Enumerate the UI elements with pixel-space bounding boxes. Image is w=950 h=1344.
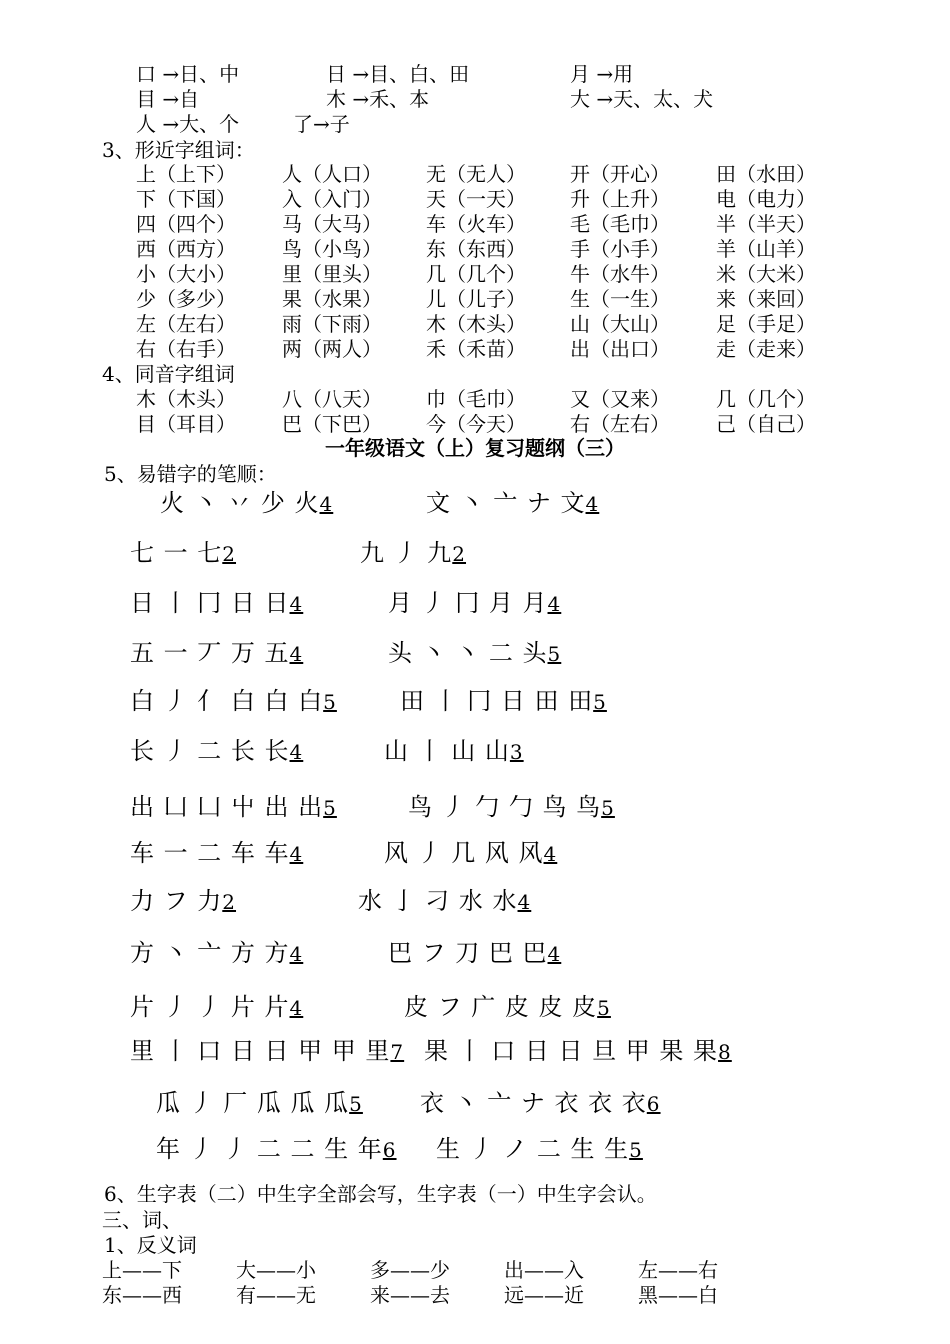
stroke-char: 衣 [420, 1089, 445, 1117]
similar-char-item: 生（一生） [570, 287, 670, 311]
similar-char-item: 电（电力） [716, 187, 816, 211]
stroke-count: 4 [517, 890, 532, 914]
stroke-sequence: 一 丆 万 五 [163, 639, 290, 667]
stroke-order-item [358, 886, 531, 917]
stroke-char: 水 [358, 887, 383, 915]
stroke-count: 5 [349, 1092, 363, 1116]
homophone-item: 巾（毛巾） [426, 387, 526, 411]
stroke-sequence: フ 广 皮 皮 皮 [437, 993, 598, 1021]
stroke-char: 果 [424, 1037, 449, 1065]
antonym-pair: 大——小 [236, 1258, 316, 1282]
stroke-count: 4 [547, 942, 562, 966]
stroke-order-item [384, 736, 524, 767]
homophone-item: 今（今天） [426, 412, 526, 436]
antonym-pair: 来——去 [370, 1283, 450, 1307]
similar-char-item: 几（几个） [426, 262, 526, 286]
stroke-sequence: 丿 厂 瓜 瓜 瓜 [189, 1089, 350, 1117]
similar-char-item: 入（入门） [282, 187, 382, 211]
similar-char-item: 下（下国） [136, 187, 236, 211]
stroke-order-item [130, 792, 337, 823]
stroke-char: 出 [130, 793, 155, 821]
similar-char-item: 走（走来） [716, 337, 816, 361]
similar-char-item: 少（多少） [136, 287, 236, 311]
similar-char-item: 果（水果） [282, 287, 382, 311]
homophone-item: 目（耳目） [136, 412, 236, 436]
stroke-char: 田 [400, 687, 425, 715]
stroke-order-item [130, 938, 303, 969]
homophone-item: 几（几个） [716, 387, 816, 411]
stroke-char: 火 [160, 489, 185, 517]
stroke-order-item [156, 1088, 363, 1119]
similar-char-item: 鸟（小鸟） [282, 237, 382, 261]
stroke-sequence: 凵 凵 屮 出 出 [163, 793, 324, 821]
homophone-item: 右（左右） [570, 412, 670, 436]
stroke-count: 8 [718, 1040, 732, 1064]
similar-char-item: 木（木头） [426, 312, 526, 336]
section-title: 5、易错字的笔顺： [104, 462, 277, 486]
section-note: 6、生字表（二）中生字全部会写，生字表（一）中生字会认。 [104, 1182, 657, 1206]
stroke-count: 4 [585, 492, 600, 516]
stroke-order-item [130, 886, 236, 917]
stroke-sequence: 丨 冂 日 日 [163, 589, 290, 617]
page-title: 一年级语文（上）复习题纲（三） [325, 436, 625, 460]
stroke-char: 月 [388, 589, 413, 617]
similar-char-item: 右（右手） [136, 337, 236, 361]
similar-char-item: 来（来回） [716, 287, 816, 311]
stroke-order-item [130, 1036, 404, 1067]
stroke-count: 5 [323, 690, 337, 714]
stroke-order-item [404, 992, 611, 1023]
stroke-sequence: フ 刀 巴 巴 [421, 939, 548, 967]
stroke-sequence: 丿 二 长 长 [163, 737, 290, 765]
similar-char-item: 四（四个） [136, 212, 236, 236]
stroke-order-item [388, 638, 561, 669]
stroke-order-item [130, 638, 303, 669]
similar-char-item: 车（火车） [426, 212, 526, 236]
stroke-sequence: 丿 亻 白 白 白 [163, 687, 324, 715]
stroke-char: 山 [384, 737, 409, 765]
similar-char-item: 人（人口） [282, 162, 382, 186]
stroke-char: 文 [426, 489, 451, 517]
stroke-char: 头 [388, 639, 413, 667]
derive-item: 日 →目、白、田 [326, 62, 470, 86]
stroke-char: 风 [384, 839, 409, 867]
similar-char-item: 手（小手） [570, 237, 670, 261]
stroke-char: 车 [130, 839, 155, 867]
stroke-count: 4 [289, 842, 304, 866]
stroke-count: 3 [509, 740, 524, 764]
stroke-count: 5 [597, 996, 611, 1020]
homophone-item: 木（木头） [136, 387, 236, 411]
stroke-count: 6 [646, 1092, 661, 1116]
antonym-pair: 远——近 [504, 1283, 584, 1307]
similar-char-item: 米（大米） [716, 262, 816, 286]
similar-char-item: 开（开心） [570, 162, 670, 186]
stroke-sequence: 丶 亠 ナ 衣 衣 衣 [453, 1089, 647, 1117]
similar-char-item: 山（大山） [570, 312, 670, 336]
derive-item: 月 →用 [570, 62, 634, 86]
subsection-title: 1、反义词 [104, 1233, 197, 1257]
stroke-order-item [424, 1036, 732, 1067]
stroke-sequence: 丶 丷 少 火 [193, 489, 320, 517]
stroke-count: 4 [289, 642, 304, 666]
stroke-count: 4 [547, 592, 562, 616]
antonym-pair: 多——少 [370, 1258, 450, 1282]
stroke-char: 里 [130, 1037, 155, 1065]
similar-char-item: 东（东西） [426, 237, 526, 261]
similar-char-item: 无（无人） [426, 162, 526, 186]
stroke-order-item [436, 1134, 643, 1165]
similar-char-item: 足（手足） [716, 312, 816, 336]
stroke-char: 长 [130, 737, 155, 765]
stroke-char: 九 [360, 539, 385, 567]
homophone-item: 巴（下巴） [282, 412, 382, 436]
similar-char-item: 上（上下） [136, 162, 236, 186]
section-title: 3、形近字组词： [102, 138, 255, 162]
stroke-count: 5 [629, 1138, 643, 1162]
stroke-sequence: 丶 亠 ナ 文 [459, 489, 586, 517]
antonym-pair: 上——下 [102, 1258, 182, 1282]
similar-char-item: 左（左右） [136, 312, 236, 336]
stroke-sequence: 一 七 [163, 539, 223, 567]
stroke-order-item [130, 992, 303, 1023]
stroke-char: 日 [130, 589, 155, 617]
section-title: 三、词、 [102, 1208, 182, 1232]
stroke-sequence: 丿 几 风 风 [417, 839, 544, 867]
stroke-char: 鸟 [408, 793, 433, 821]
stroke-char: 五 [130, 639, 155, 667]
antonym-pair: 左——右 [638, 1258, 718, 1282]
stroke-count: 5 [601, 796, 615, 820]
similar-char-item: 禾（禾苗） [426, 337, 526, 361]
stroke-sequence: 丿 丿 二 二 生 年 [189, 1135, 383, 1163]
stroke-order-item [420, 1088, 661, 1119]
derive-item: 人 →大、个 [136, 112, 240, 136]
homophone-item: 八（八天） [282, 387, 382, 411]
stroke-sequence: 丶 亠 方 方 [163, 939, 290, 967]
stroke-count: 2 [222, 890, 237, 914]
homophone-item: 己（自己） [716, 412, 816, 436]
stroke-count: 2 [222, 542, 237, 566]
stroke-char: 七 [130, 539, 155, 567]
similar-char-item: 升（上升） [570, 187, 670, 211]
stroke-sequence: 丨 冂 日 田 田 [433, 687, 594, 715]
antonym-pair: 出——入 [504, 1258, 584, 1282]
stroke-count: 4 [289, 592, 304, 616]
stroke-sequence: 丶 丶 二 头 [421, 639, 548, 667]
stroke-count: 7 [390, 1040, 405, 1064]
stroke-order-item [130, 588, 303, 619]
similar-char-item: 田（水田） [716, 162, 816, 186]
antonym-pair: 东——西 [102, 1283, 182, 1307]
similar-char-item: 两（两人） [282, 337, 382, 361]
stroke-order-item [160, 488, 333, 519]
similar-char-item: 天（一天） [426, 187, 526, 211]
similar-char-item: 里（里头） [282, 262, 382, 286]
antonym-pair: 黑——白 [638, 1283, 718, 1307]
similar-char-item: 儿（儿子） [426, 287, 526, 311]
stroke-order-item [400, 686, 607, 717]
antonym-pair: 有——无 [236, 1283, 316, 1307]
stroke-count: 5 [323, 796, 337, 820]
stroke-char: 巴 [388, 939, 413, 967]
stroke-order-item [388, 588, 561, 619]
derive-item: 口 →日、中 [136, 62, 240, 86]
stroke-count: 5 [547, 642, 562, 666]
stroke-sequence: 丿 九 [393, 539, 453, 567]
stroke-sequence: 丨 山 山 [417, 737, 510, 765]
stroke-count: 2 [452, 542, 467, 566]
similar-char-item: 羊（山羊） [716, 237, 816, 261]
similar-char-item: 毛（毛巾） [570, 212, 670, 236]
stroke-count: 5 [593, 690, 607, 714]
stroke-order-item [156, 1134, 397, 1165]
similar-char-item: 出（出口） [570, 337, 670, 361]
stroke-order-item [360, 538, 466, 569]
stroke-order-item [384, 838, 557, 869]
similar-char-item: 马（大马） [282, 212, 382, 236]
stroke-sequence: 丿 ノ 二 生 生 [469, 1135, 630, 1163]
section-title: 4、同音字组词 [102, 362, 235, 386]
stroke-order-item [130, 736, 303, 767]
stroke-order-item [426, 488, 599, 519]
stroke-sequence: 丨 口 日 日 甲 甲 里 [163, 1037, 391, 1065]
stroke-order-item [130, 838, 303, 869]
homophone-item: 又（又来） [570, 387, 670, 411]
stroke-sequence: 丿 勹 勹 鸟 鸟 [441, 793, 602, 821]
stroke-sequence: 丨 口 日 日 旦 甲 果 果 [457, 1037, 719, 1065]
similar-char-item: 牛（水牛） [570, 262, 670, 286]
similar-char-item: 雨（下雨） [282, 312, 382, 336]
stroke-order-item [388, 938, 561, 969]
similar-char-item: 半（半天） [716, 212, 816, 236]
stroke-char: 白 [130, 687, 155, 715]
stroke-count: 4 [543, 842, 558, 866]
stroke-count: 6 [382, 1138, 397, 1162]
derive-item: 木 →禾、本 [326, 87, 430, 111]
stroke-char: 年 [156, 1135, 181, 1163]
stroke-sequence: 丿 丿 片 片 [163, 993, 290, 1021]
derive-item: 目 →自 [136, 87, 200, 111]
stroke-sequence: 一 二 车 车 [163, 839, 290, 867]
stroke-order-item [130, 538, 236, 569]
stroke-char: 力 [130, 887, 155, 915]
similar-char-item: 小（大小） [136, 262, 236, 286]
stroke-count: 4 [319, 492, 334, 516]
stroke-count: 4 [289, 740, 304, 764]
stroke-sequence: 亅 刁 水 水 [391, 887, 518, 915]
stroke-count: 4 [289, 996, 304, 1020]
stroke-sequence: 丿 冂 月 月 [421, 589, 548, 617]
stroke-char: 方 [130, 939, 155, 967]
stroke-char: 生 [436, 1135, 461, 1163]
stroke-count: 4 [289, 942, 304, 966]
derive-item: 了→子 [293, 112, 350, 136]
stroke-char: 片 [130, 993, 155, 1021]
stroke-char: 皮 [404, 993, 429, 1021]
stroke-char: 瓜 [156, 1089, 181, 1117]
stroke-order-item [408, 792, 615, 823]
stroke-order-item [130, 686, 337, 717]
derive-item: 大 →天、太、犬 [570, 87, 714, 111]
stroke-sequence: フ 力 [163, 887, 223, 915]
similar-char-item: 西（西方） [136, 237, 236, 261]
